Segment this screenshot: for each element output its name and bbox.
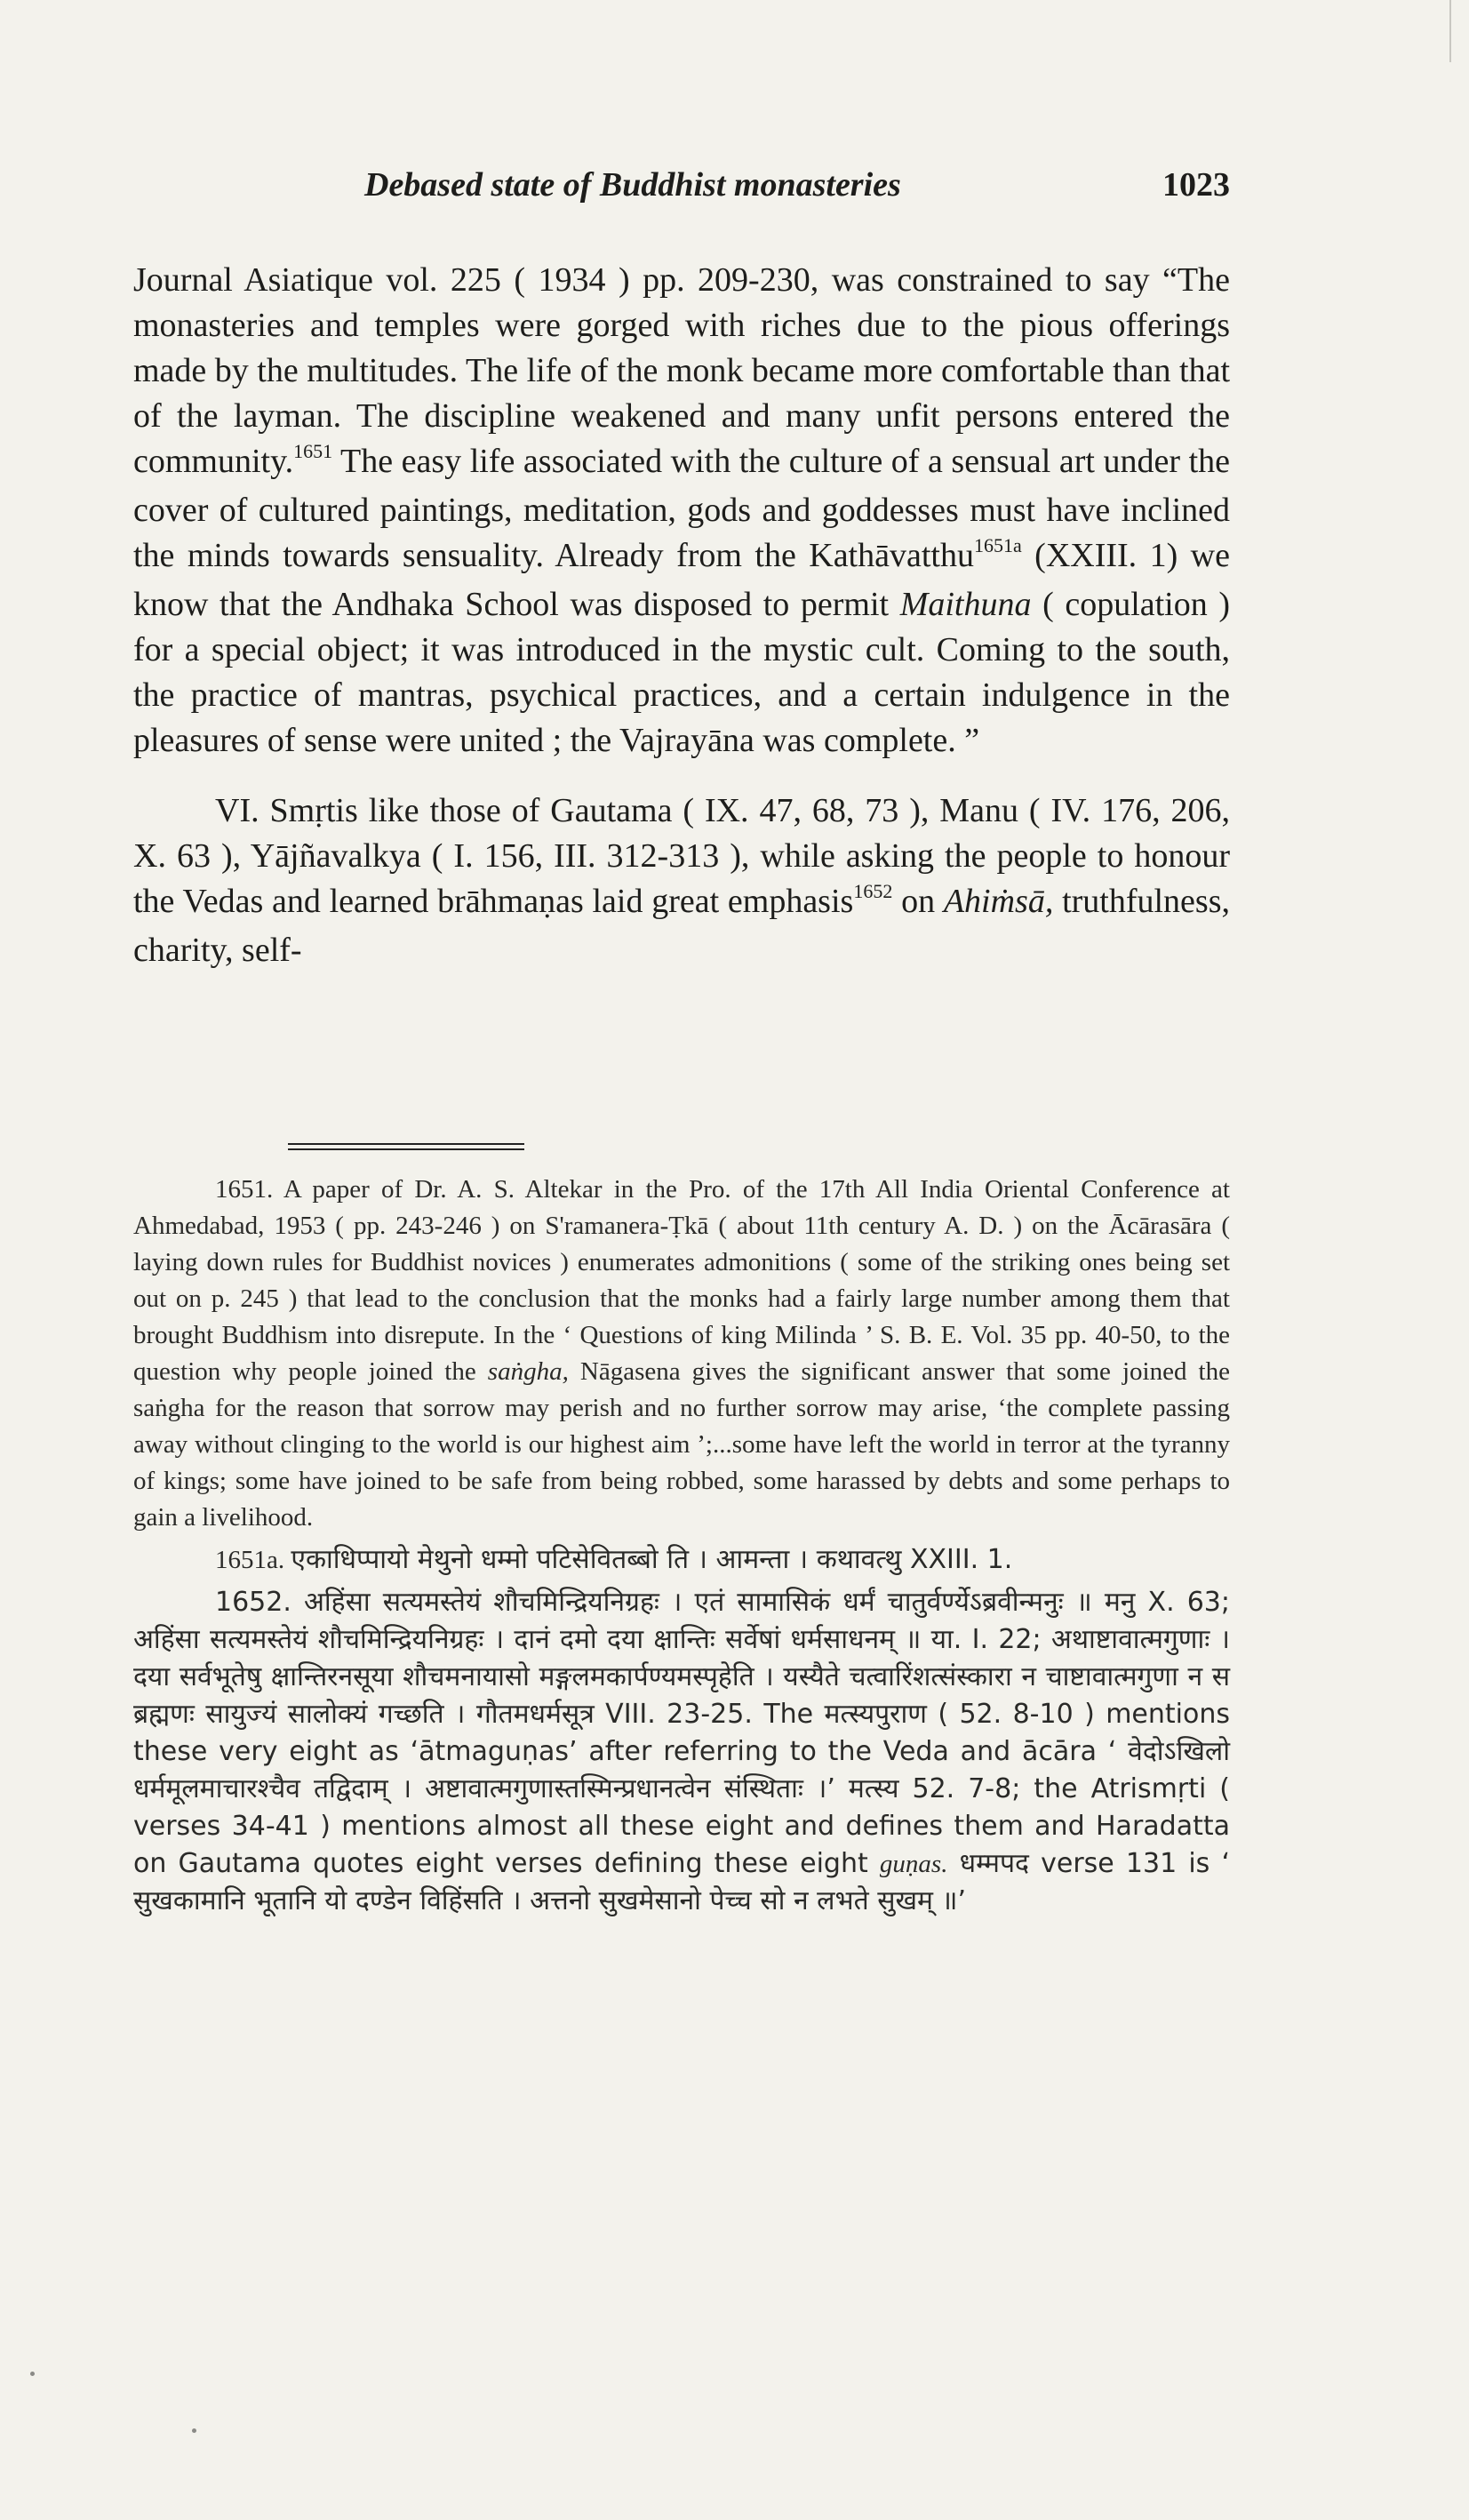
text-run: ( copulation ) for a special object; it was introduced in the mystic cult. Coming to the south, the practice of mantras, psychical practices, and a certain indulgence in the pleasures of sense were united ; the Vajrayāna was complete. ” bbox=[133, 586, 1230, 759]
footnotes bbox=[133, 1172, 1230, 1925]
footnote-1652 bbox=[133, 1584, 1230, 1920]
footnote-divider bbox=[288, 1148, 524, 1150]
text-run: Journal Asiatique vol. 225 ( 1934 ) pp. 209-230, was constrained to say “The monasteries and temples were gorged with riches due to the pious offerings made by the multitudes. The life of the monk became more comfortable than that of the layman. The discipline weakened and many unfit persons entered the community. bbox=[133, 261, 1230, 480]
italic-term: Maithuna bbox=[899, 586, 1032, 623]
text-run: (XXIII. 1) we know that the Andhaka School was disposed to permit bbox=[133, 537, 1230, 623]
italic-term: Ahiṁsā, bbox=[943, 883, 1054, 920]
footnote-ref-1651a: 1651a bbox=[973, 534, 1022, 556]
footnote-1651a bbox=[133, 1541, 1230, 1579]
footnote-ref-1652: 1652 bbox=[853, 880, 893, 902]
speck bbox=[192, 2428, 196, 2433]
devanagari-text: एकाधिप्पायो मेथुनो धम्मो पटिसेवितब्बो ति । आमन्ता । कथावत्थु XXIII. 1. bbox=[291, 1544, 1013, 1575]
footnote-1651 bbox=[133, 1172, 1230, 1536]
paragraph-1 bbox=[133, 258, 1230, 764]
running-title: Debased state of Buddhist monasteries bbox=[364, 166, 901, 204]
italic-term: guṇas. bbox=[879, 1850, 948, 1878]
italic-term: saṅgha, bbox=[487, 1357, 569, 1386]
page-edge-mark bbox=[1449, 0, 1451, 62]
text-run: 1652. अहिंसा सत्यमस्तेयं शौचमिन्द्रियनिग्रहः । एतं सामासिकं धर्मं चातुर्वर्ण्येऽब्रवीन्मनुः ॥ मनु X. 63; अहिंसा सत्यमस्तेयं शौचमिन्द्रियनिग्रहः । दानं दमो दया क्षान्तिः सर्वेषां धर्मसाधनम् ॥ या. I. 22; अथाष्टावात्मगुणाः । दया सर्वभूतेषु क्षान्तिरनसूया शौचमनायासो मङ्गलमकार्पण्यमस्पृहेति । यस्यैते चत्वारिंशत्संस्कारा न चाष्टावात्मगुणा न स ब्रह्मणः सायुज्यं सालोक्यं गच्छति । गौतमधर्मसूत्र VIII. 23-25. The मत्स्यपुराण ( 52. 8-10 ) mentions these very eight as ‘ātmaguṇas’ after referring to the Veda and ācāra ‘ वेदोऽखिलो धर्ममूलमाचारश्चैव तद्विदाम् । अष्टावात्मगुणास्तस्मिन्प्रधानत्वेन संस्थिताः ।’ मत्स्य 52. 7-8; the Atrismṛti ( verses 34-41 ) mentions almost all these eight and defines them and Haradatta on Gautama quotes eight verses defining these eight bbox=[133, 1587, 1230, 1879]
text-run: Nāgasena gives the significant answer that some joined the saṅgha for the reason that sorrow may perish and no further sorrow may arise, ‘the complete passing away without clinging to the world is our highest aim ’;...some have left the world in terror at the tyranny of kings; some have joined to be safe from being robbed, some harassed by debts and some perhaps to gain a livelihood. bbox=[133, 1357, 1230, 1532]
page-header bbox=[133, 165, 1230, 219]
text-run: VI. Smṛtis like those of Gautama ( IX. 47, 68, 73 ), Manu ( IV. 176, 206, X. 63 ), Yājñavalkya ( I. 156, III. 312-313 ), while asking the people to honour the Vedas and learned brāhmaṇas laid great emphasis bbox=[133, 792, 1230, 920]
text-run: truthfulness, charity, self- bbox=[133, 883, 1230, 969]
text-run: The easy life associated with the culture of a sensual art under the cover of cultured paintings, meditation, gods and goddesses must have inclined the minds towards sensuality. Already from the Kathāvatthu bbox=[133, 443, 1230, 574]
main-text bbox=[133, 258, 1230, 973]
footnote-ref-1651: 1651 bbox=[293, 440, 333, 462]
speck bbox=[30, 2372, 35, 2376]
footnote-divider bbox=[288, 1143, 524, 1145]
text-run: धम्मपद verse 131 is ‘ सुखकामानि भूतानि यो दण्डेन विहिंसति । अत्तनो सुखमेसानो पेच्च सो न लभते सुखम् ॥’ bbox=[133, 1848, 1230, 1916]
page-number: 1023 bbox=[1162, 166, 1230, 204]
text-run: 1651. A paper of Dr. A. S. Altekar in the Pro. of the 17th All India Oriental Conference at Ahmedabad, 1953 ( pp. 243-246 ) on S'ramanera-Ṭkā ( about 11th century A. D. ) on the Ācārasāra ( laying down rules for Buddhist novices ) enumerates admonitions ( some of the striking ones being set out on p. 245 ) that lead to the conclusion that the monks had a fairly large number among them that brought Buddhism into disrepute. In the ‘ Questions of king Milinda ’ S. B. E. Vol. 35 pp. 40-50, to the question why people joined the bbox=[133, 1175, 1230, 1386]
footnote-label: 1651a. bbox=[215, 1546, 285, 1574]
text-run: on bbox=[892, 883, 944, 920]
paragraph-2 bbox=[133, 788, 1230, 973]
